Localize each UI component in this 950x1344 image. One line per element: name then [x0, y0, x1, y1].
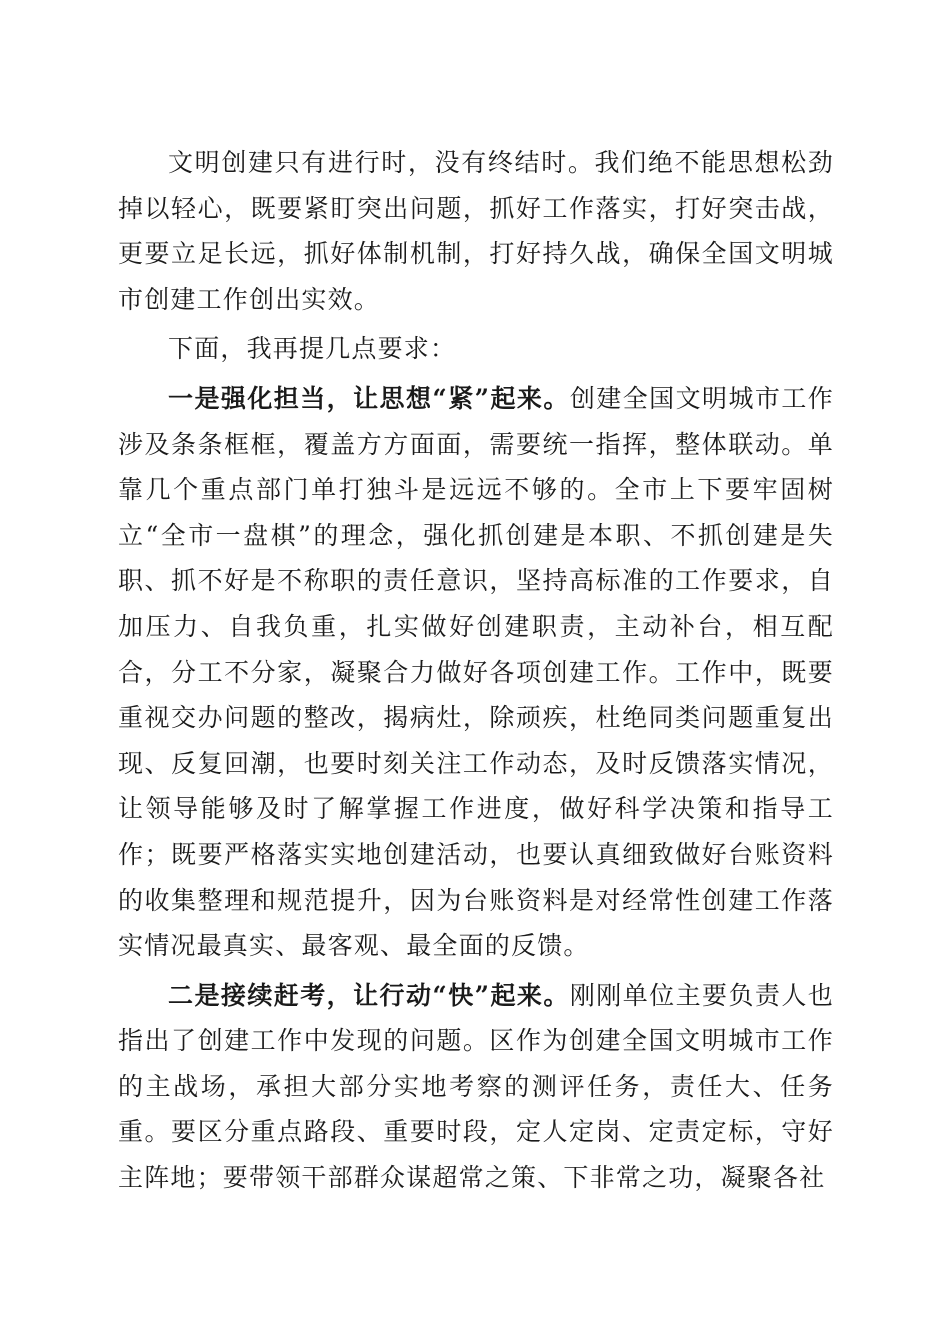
paragraph-4-lead: 二是接续赶考，让行动“快”起来。	[168, 980, 570, 1010]
paragraph-4	[118, 973, 834, 1201]
paragraph-1	[118, 140, 834, 322]
paragraph-3-lead: 一是强化担当，让思想“紧”起来。	[168, 383, 570, 413]
paragraph-2-text: 下面，我再提几点要求：	[168, 334, 457, 364]
paragraph-1-text: 文明创建只有进行时，没有终结时。我们绝不能思想松劲掉以轻心，既要紧盯突出问题，抓好工作落实，打好突击战，更要立足长远，抓好体制机制，打好持久战，确保全国文明城市创建工作创出实效。	[118, 148, 834, 314]
paragraph-4-text: 刚刚单位主要负责人也指出了创建工作中发现的问题。区作为创建全国文明城市工作的主战场，承担大部分实地考察的测评任务，责任大、任务重。要区分重点路段、重要时段，定人定岗、定责定标，守好主阵地；要带领干部群众谋超常之策、下非常之功，凝聚各社	[118, 980, 834, 1193]
document-body	[118, 140, 834, 1201]
paragraph-3	[118, 376, 834, 969]
paragraph-3-text: 创建全国文明城市工作涉及条条框框，覆盖方方面面，需要统一指挥，整体联动。单靠几个重点部门单打独斗是远远不够的。全市上下要牢固树立“全市一盘棋”的理念，强化抓创建是本职、不抓创建是失职、抓不好是不称职的责任意识，坚持高标准的工作要求，自加压力、自我负重，扎实做好创建职责，主动补台，相互配合，分工不分家，凝聚合力做好各项创建工作。工作中，既要重视交办问题的整改，揭病灶，除顽疾，杜绝同类问题重复出现、反复回潮，也要时刻关注工作动态，及时反馈落实情况，让领导能够及时了解掌握工作进度，做好科学决策和指导工作；既要严格落实实地创建活动，也要认真细致做好台账资料的收集整理和规范提升，因为台账资料是对经常性创建工作落实情况最真实、最客观、最全面的反馈。	[118, 383, 834, 961]
paragraph-2	[118, 326, 834, 372]
